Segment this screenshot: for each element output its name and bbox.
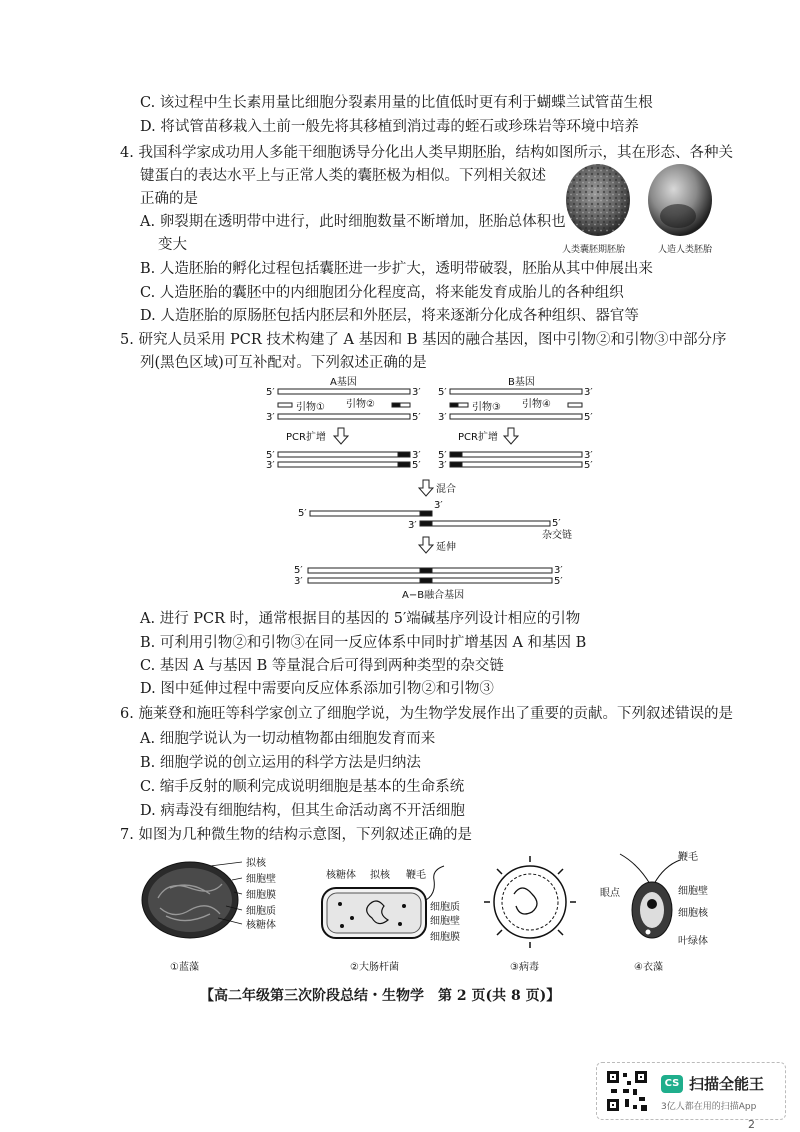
q4-option-b: B. 人造胚胎的孵化过程包括囊胚进一步扩大，透明带破裂，胚胎从其中伸展出来 bbox=[140, 261, 653, 277]
label-pcr-amplify-b: PCR扩增 bbox=[458, 432, 498, 443]
svg-text:5′: 5′ bbox=[552, 518, 561, 529]
q6-option-a: A. 细胞学说认为一切动植物都由细胞发育而来 bbox=[140, 731, 436, 747]
svg-text:3′: 3′ bbox=[438, 412, 447, 423]
svg-text:3′: 3′ bbox=[266, 460, 275, 471]
svg-text:核糖体: 核糖体 bbox=[246, 920, 276, 931]
embryo-label-right: 人造人类胚胎 bbox=[658, 245, 713, 255]
svg-text:细胞壁: 细胞壁 bbox=[430, 916, 460, 927]
scanner-watermark bbox=[596, 1062, 786, 1120]
label-primer-1: 引物① bbox=[296, 402, 325, 413]
q5-stem-2: 列(黑色区域)可互补配对。下列叙述正确的是 bbox=[140, 355, 427, 371]
page-mark: 2 bbox=[748, 1118, 755, 1131]
caption-ecoli: ②大肠杆菌 bbox=[350, 962, 399, 973]
svg-text:细胞膜: 细胞膜 bbox=[430, 932, 460, 943]
cyanobacteria-diagram bbox=[142, 856, 276, 938]
svg-text:3′: 3′ bbox=[554, 565, 563, 576]
q6-option-d: D. 病毒没有细胞结构，但其生命活动离不开活细胞 bbox=[140, 803, 465, 819]
q3-option-c: C. 该过程中生长素用量比细胞分裂素用量的比值低时更有利于蝴蝶兰试管苗生根 bbox=[140, 95, 653, 111]
q4-option-c: C. 人造胚胎的囊胚中的内细胞团分化程度高，将来能发育成胎儿的各种组织 bbox=[140, 285, 624, 301]
label-primer-2: 引物② bbox=[346, 399, 375, 410]
svg-text:3′: 3′ bbox=[438, 460, 447, 471]
q5-option-b: B. 可利用引物②和引物③在同一反应体系中同时扩增基因 A 和基因 B bbox=[140, 635, 587, 651]
svg-text:5′: 5′ bbox=[294, 565, 303, 576]
q6-stem: 6. 施莱登和施旺等科学家创立了细胞学说，为生物学发展作出了重要的贡献。下列叙述错误的是 bbox=[120, 706, 733, 722]
svg-text:5′: 5′ bbox=[438, 450, 447, 461]
camscanner-logo-icon: CS bbox=[661, 1075, 683, 1093]
svg-text:5′: 5′ bbox=[412, 412, 421, 423]
q6-option-b: B. 细胞学说的创立运用的科学方法是归纳法 bbox=[140, 755, 421, 771]
svg-text:细胞壁: 细胞壁 bbox=[246, 874, 276, 885]
svg-text:3′: 3′ bbox=[294, 576, 303, 587]
ecoli-diagram bbox=[322, 866, 460, 943]
q4-stem-3: 正确的是 bbox=[140, 191, 198, 207]
q5-option-d: D. 图中延伸过程中需要向反应体系添加引物②和引物③ bbox=[140, 681, 494, 697]
caption-virus: ③病毒 bbox=[510, 962, 539, 973]
svg-text:拟核: 拟核 bbox=[370, 870, 390, 881]
svg-text:拟核: 拟核 bbox=[246, 858, 266, 869]
q4-stem-1: 4. 我国科学家成功用人多能干细胞诱导分化出人类早期胚胎，结构如图所示，其在形态、各种关 bbox=[120, 145, 733, 161]
svg-text:鞭毛: 鞭毛 bbox=[406, 870, 426, 881]
q4-option-d: D. 人造胚胎的原肠胚包括内胚层和外胚层，将来逐渐分化成各种组织、器官等 bbox=[140, 308, 639, 324]
label-fusion-gene: A−B融合基因 bbox=[402, 590, 465, 601]
svg-text:细胞质: 细胞质 bbox=[430, 902, 460, 913]
svg-text:叶绿体: 叶绿体 bbox=[678, 936, 708, 947]
svg-text:5′: 5′ bbox=[412, 460, 421, 471]
svg-text:细胞膜: 细胞膜 bbox=[246, 890, 276, 901]
svg-text:5′: 5′ bbox=[266, 387, 275, 398]
embryo-label-left: 人类囊胚期胚胎 bbox=[562, 245, 626, 255]
svg-text:核糖体: 核糖体 bbox=[326, 870, 356, 881]
svg-text:细胞质: 细胞质 bbox=[246, 906, 276, 917]
svg-text:5′: 5′ bbox=[554, 576, 563, 587]
qr-code-icon bbox=[605, 1069, 649, 1113]
svg-text:3′: 3′ bbox=[434, 500, 443, 511]
q7-stem: 7. 如图为几种微生物的结构示意图，下列叙述正确的是 bbox=[120, 827, 472, 843]
svg-text:5′: 5′ bbox=[584, 412, 593, 423]
svg-text:3′: 3′ bbox=[266, 412, 275, 423]
svg-text:3′: 3′ bbox=[412, 387, 421, 398]
label-hybrid: 杂交链 bbox=[542, 530, 572, 541]
q5-stem-1: 5. 研究人员采用 PCR 技术构建了 A 基因和 B 基因的融合基因，图中引物②和引物③中部分序 bbox=[120, 332, 727, 348]
microbes-figure bbox=[130, 848, 730, 978]
svg-text:3′: 3′ bbox=[408, 520, 417, 531]
svg-text:3′: 3′ bbox=[584, 450, 593, 461]
label-extend: 延伸 bbox=[436, 542, 456, 553]
q5-option-a: A. 进行 PCR 时，通常根据目的基因的 5′端碱基序列设计相应的引物 bbox=[140, 611, 581, 627]
q4-option-a-1: A. 卵裂期在透明带中进行，此时细胞数量不断增加，胚胎总体积也 bbox=[140, 214, 566, 230]
scanner-slogan: 3亿人都在用的扫描App bbox=[661, 1102, 757, 1112]
svg-text:细胞核: 细胞核 bbox=[678, 908, 708, 919]
svg-text:5′: 5′ bbox=[298, 508, 307, 519]
scanner-brand-name: 扫描全能王 bbox=[689, 1075, 765, 1093]
svg-text:眼点: 眼点 bbox=[600, 888, 620, 899]
chlamydomonas-diagram bbox=[600, 850, 709, 947]
caption-cyanobacteria: ①蓝藻 bbox=[170, 962, 199, 973]
label-mix: 混合 bbox=[436, 484, 456, 495]
label-primer-4: 引物④ bbox=[522, 399, 551, 410]
svg-text:5′: 5′ bbox=[438, 387, 447, 398]
svg-text:3′: 3′ bbox=[412, 450, 421, 461]
pcr-fusion-diagram bbox=[260, 376, 600, 602]
q4-option-a-2: 变大 bbox=[158, 237, 187, 253]
svg-text:5′: 5′ bbox=[266, 450, 275, 461]
svg-text:鞭毛: 鞭毛 bbox=[678, 852, 698, 863]
label-gene-a: A基因 bbox=[330, 377, 357, 388]
label-gene-b: B基因 bbox=[508, 377, 535, 388]
virus-diagram bbox=[484, 856, 576, 948]
svg-text:细胞壁: 细胞壁 bbox=[678, 886, 708, 897]
svg-text:3′: 3′ bbox=[584, 387, 593, 398]
q4-stem-2: 键蛋白的表达水平上与正常人类的囊胚极为相似。下列相关叙述 bbox=[140, 168, 546, 184]
label-pcr-amplify-a: PCR扩增 bbox=[286, 432, 326, 443]
q6-option-c: C. 缩手反射的顺利完成说明细胞是基本的生命系统 bbox=[140, 779, 465, 795]
q5-option-c: C. 基因 A 与基因 B 等量混合后可得到两种类型的杂交链 bbox=[140, 658, 504, 674]
caption-chlamydomonas: ④衣藻 bbox=[634, 962, 663, 973]
svg-text:5′: 5′ bbox=[584, 460, 593, 471]
label-primer-3: 引物③ bbox=[472, 402, 501, 413]
page-footer: 【高二年级第三次阶段总结・生物学 第 2 页(共 8 页)】 bbox=[200, 988, 561, 1004]
q3-option-d: D. 将试管苗移栽入土前一般先将其移植到消过毒的蛭石或珍珠岩等环境中培养 bbox=[140, 119, 639, 135]
